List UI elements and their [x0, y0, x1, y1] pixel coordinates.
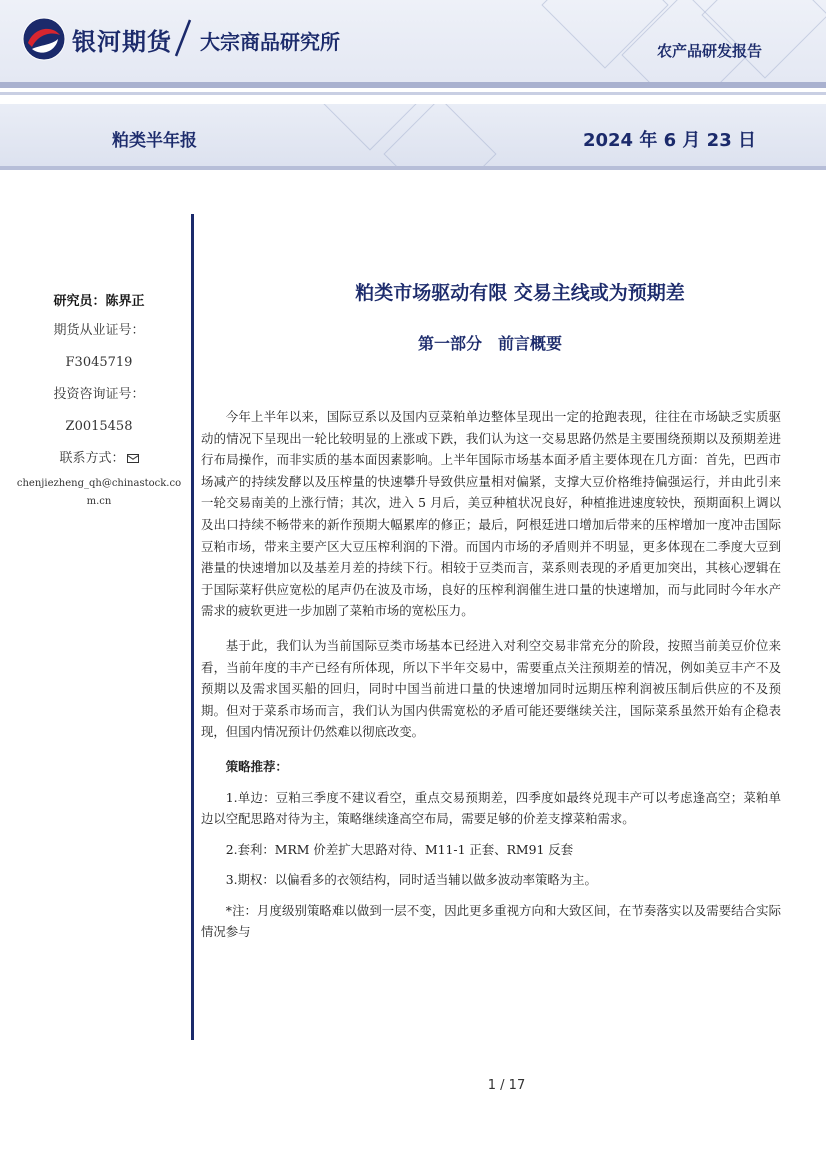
analyst-email[interactable]: chenjiezheng_qh@chinastock.com.cn [16, 478, 182, 507]
header-rule [0, 92, 826, 95]
body-paragraph: 基于此，我们认为当前国际豆类市场基本已经进入对利空交易非常充分的阶段，按照当前美豆价位来看，当前年度的丰产已经有所体现，所以下半年交易中，需要重点关注预期差的情况，例如美豆丰产不及预期以及需求国买船的回归，同时中国当前进口量的快速增加同时远期压榨利润被压制后供应的不及预期。但对于菜系市场而言，我们认为国内供需宽松的矛盾可能还要继续关注，国际菜系虽然开始有企稳表现，但国内情况预计仍然难以彻底改变。 [201, 637, 781, 740]
divider-slash-icon [172, 18, 194, 58]
subheader-band [0, 104, 826, 166]
series-title: 粕类半年报 [112, 131, 197, 151]
company-name: 银河期货 [72, 28, 172, 56]
strategy-item: 3.期权：以偏看多的衣领结构，同时适当辅以做多波动率策略为主。 [225, 872, 597, 888]
futures-cert-label: 期货从业证号： [53, 323, 145, 338]
contact-line [14, 451, 184, 467]
page-number: 1 / 17 [487, 1078, 526, 1093]
invest-cert-number: Z0015458 [65, 419, 133, 434]
report-date: 2024 年 6 月 23 日 [582, 130, 756, 151]
subheader-rule [0, 166, 826, 170]
header-band [0, 0, 826, 82]
mail-icon [127, 454, 139, 463]
analyst-info [14, 290, 184, 511]
strategy-item: 2.套利：MRM 价差扩大思路对待、M11-1 正套、RM91 反套 [225, 841, 574, 857]
analyst-name: 研究员：陈界正 [53, 294, 145, 309]
futures-cert-number: F3045719 [65, 355, 133, 370]
column-divider [191, 214, 194, 1040]
section-title: 第一部分 前言概要 [417, 334, 562, 353]
strategy-heading: 策略推荐： [225, 758, 288, 774]
strategy-item: 1.单边：豆粕三季度不建议看空，重点交易预期差，四季度如最终兑现丰产可以考虑逢高空；菜粕单边以空配思路对待为主，策略继续逢高空布局，需要足够的价差支撑菜粕需求。 [201, 789, 781, 827]
invest-cert-label: 投资咨询证号： [53, 387, 145, 402]
report-type: 农产品研发报告 [656, 42, 762, 60]
report-title: 粕类市场驱动有限 交易主线或为预期差 [355, 282, 685, 304]
institute-name: 大宗商品研究所 [200, 30, 340, 54]
header-rule [0, 82, 826, 88]
contact-label: 联系方式： [59, 451, 125, 466]
report-body [201, 406, 781, 943]
body-paragraph: 今年上半年以来，国际豆系以及国内豆菜粕单边整体呈现出一定的抢跑表现，往往在市场缺乏实质驱动的情况下呈现出一轮比较明显的上涨或下跌，我们认为这一交易思路仍然是主要围绕预期以及预期差进行布局操作，而非实质的基本面因素影响。上半年国际市场基本面矛盾主要体现在几方面：首先，巴西市场减产的持续发酵以及压榨量的快速攀升导致供应量相对偏紧，支撑大豆价格维持偏强运行，并由此引来一轮交易南美的上涨行情；其次，进入 5 月后，美豆种植状况良好，种植推进速度较快，预期面积上调以及出口持续不畅带来的新作预期大幅累库的修正；最后，阿根廷进口增加后带来的压榨增加一度冲击国际豆粕市场，带来主要产区大豆压榨利润的下滑。而国内市场的矛盾则并不明显，更多体现在二季度大豆到港量的快速增加以及基差月差的持续下行。相较于豆类而言，菜系则表现的矛盾更加突出，其核心逻辑在于国际菜籽供应宽松的尾声仍在波及市场，良好的压榨利润催生进口量的快速增加，而与此同时今年水产需求的疲软更进一步加剧了菜粕市场的宽松压力。 [201, 409, 781, 619]
galaxy-logo-icon [22, 17, 66, 61]
strategy-note: *注：月度级别策略难以做到一层不变，因此更多重视方向和大致区间，在节奏落实以及需要结合实际情况参与 [201, 902, 781, 940]
